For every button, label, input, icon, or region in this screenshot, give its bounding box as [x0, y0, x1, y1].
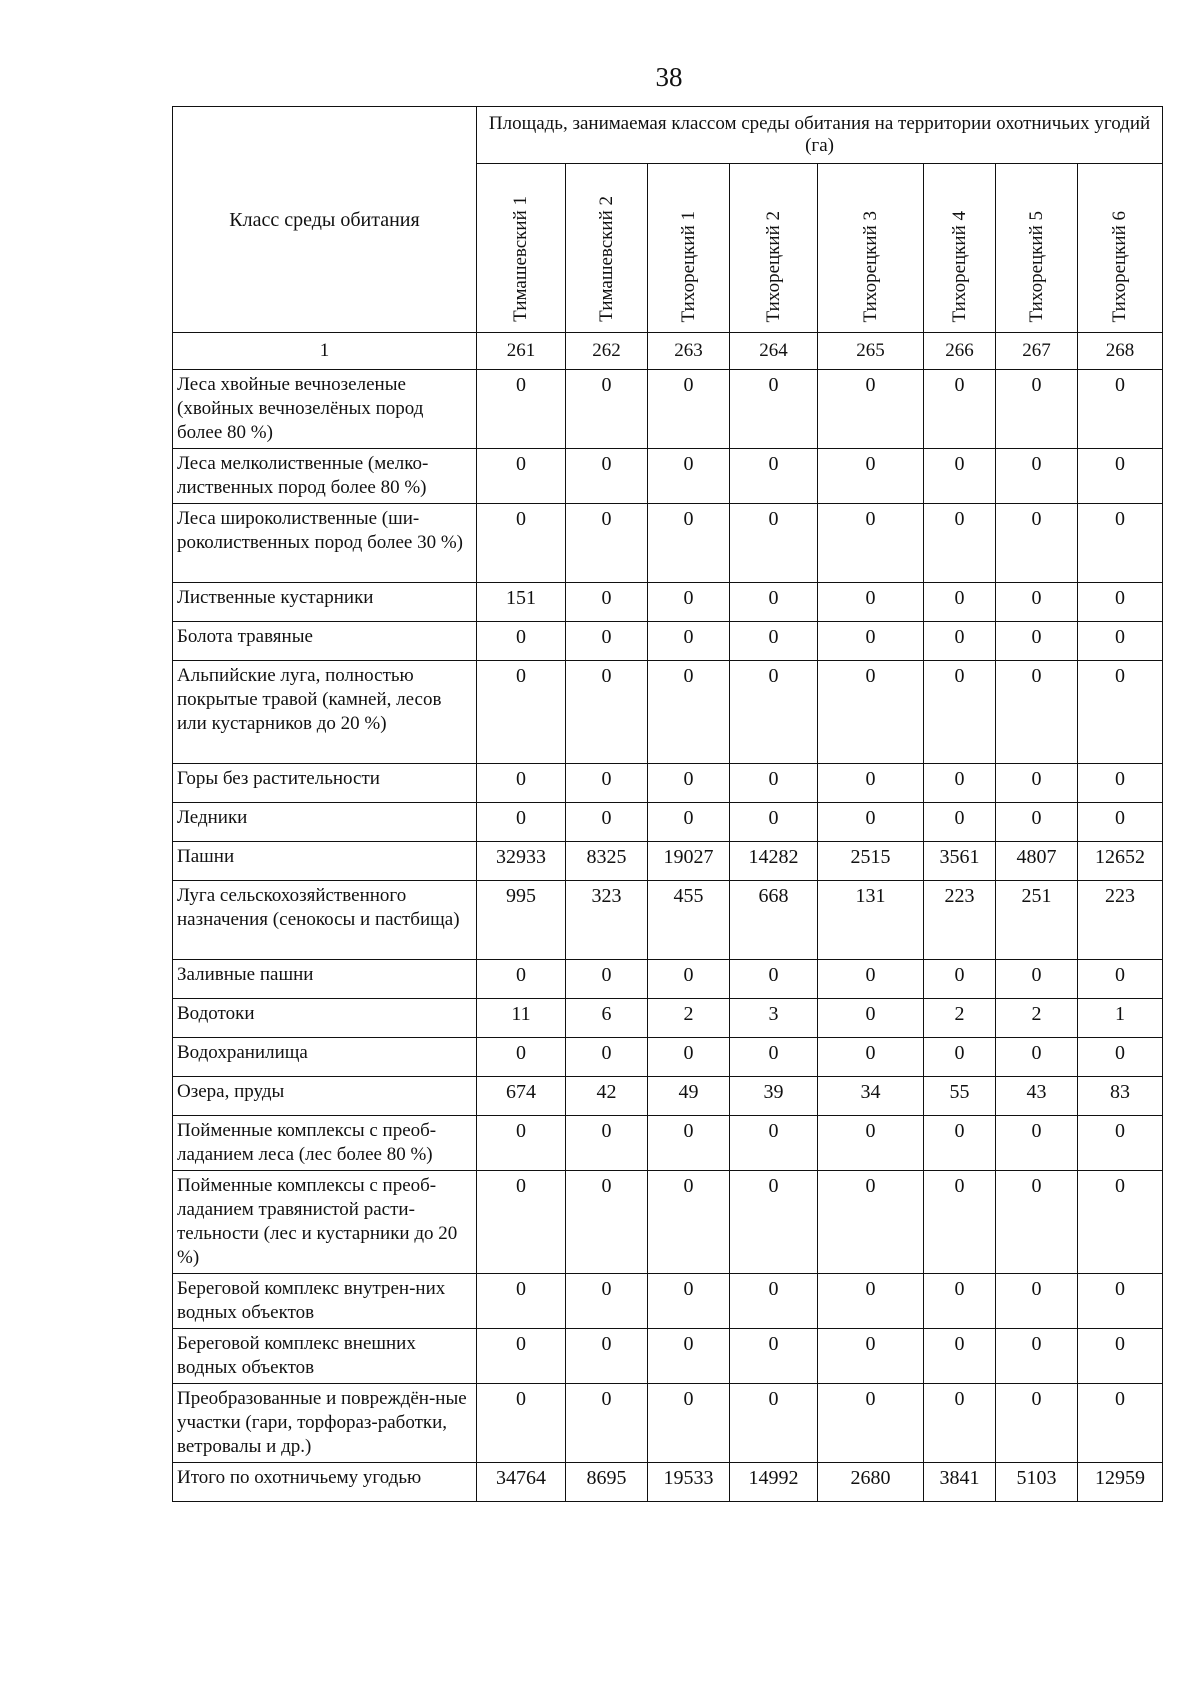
column-number: 262 — [566, 333, 648, 370]
area-value: 668 — [730, 881, 818, 960]
area-value: 0 — [566, 1171, 648, 1274]
area-value: 0 — [996, 1274, 1078, 1329]
area-value: 0 — [1078, 1384, 1163, 1463]
area-value: 0 — [924, 449, 996, 504]
area-value: 0 — [566, 960, 648, 999]
area-value: 0 — [477, 622, 566, 661]
area-value: 223 — [1078, 881, 1163, 960]
column-number: 264 — [730, 333, 818, 370]
header-habitat-class: Класс среды обитания — [173, 107, 477, 333]
column-number: 1 — [173, 333, 477, 370]
area-value: 0 — [477, 803, 566, 842]
area-value: 0 — [566, 370, 648, 449]
area-value: 1 — [1078, 999, 1163, 1038]
column-number: 263 — [648, 333, 730, 370]
area-value: 0 — [566, 764, 648, 803]
habitat-class-name: Береговой комплекс внутрен-них водных объектов — [173, 1274, 477, 1329]
table-row — [173, 622, 1163, 661]
area-value: 0 — [818, 1274, 924, 1329]
area-value: 0 — [996, 1038, 1078, 1077]
area-value: 0 — [648, 583, 730, 622]
table-row — [173, 881, 1163, 960]
habitat-class-name: Береговой комплекс внешних водных объектов — [173, 1329, 477, 1384]
area-value: 0 — [996, 960, 1078, 999]
area-value: 0 — [924, 504, 996, 583]
area-value: 19533 — [648, 1463, 730, 1502]
area-value: 0 — [1078, 583, 1163, 622]
area-value: 4807 — [996, 842, 1078, 881]
area-value: 5103 — [996, 1463, 1078, 1502]
area-value: 151 — [477, 583, 566, 622]
area-value: 0 — [924, 370, 996, 449]
table-row — [173, 803, 1163, 842]
habitat-class-name: Леса мелколиственные (мелко-лиственных пород более 80 %) — [173, 449, 477, 504]
habitat-class-name: Лиственные кустарники — [173, 583, 477, 622]
table-row — [173, 1077, 1163, 1116]
area-value: 0 — [648, 1116, 730, 1171]
area-value: 0 — [477, 1329, 566, 1384]
column-header: Тихорецкий 4 — [924, 164, 996, 333]
area-value: 32933 — [477, 842, 566, 881]
table-row — [173, 842, 1163, 881]
column-number: 266 — [924, 333, 996, 370]
habitat-class-name: Пашни — [173, 842, 477, 881]
area-value: 0 — [648, 370, 730, 449]
header-area: Площадь, занимаемая классом среды обитания на территории охотничьих угодий (га) — [477, 107, 1163, 164]
area-value: 0 — [648, 504, 730, 583]
area-value: 0 — [730, 803, 818, 842]
habitat-class-name: Леса широколиственные (ши-роколиственных пород более 30 %) — [173, 504, 477, 583]
area-value: 0 — [477, 960, 566, 999]
area-value: 6 — [566, 999, 648, 1038]
table-row — [173, 661, 1163, 764]
area-value: 0 — [924, 1329, 996, 1384]
area-value: 2 — [996, 999, 1078, 1038]
area-value: 0 — [566, 1274, 648, 1329]
column-header: Тихорецкий 3 — [818, 164, 924, 333]
column-header: Тихорецкий 5 — [996, 164, 1078, 333]
area-value: 0 — [566, 1038, 648, 1077]
column-number: 267 — [996, 333, 1078, 370]
area-value: 0 — [730, 504, 818, 583]
column-number: 261 — [477, 333, 566, 370]
area-value: 131 — [818, 881, 924, 960]
area-value: 0 — [477, 370, 566, 449]
area-value: 0 — [477, 764, 566, 803]
area-value: 0 — [477, 661, 566, 764]
area-value: 0 — [566, 1116, 648, 1171]
habitat-class-name: Пойменные комплексы с преоб-ладанием травянистой расти-тельности (лес и кустарники до 20 %) — [173, 1171, 477, 1274]
area-value: 11 — [477, 999, 566, 1038]
area-value: 0 — [477, 1038, 566, 1077]
area-value: 0 — [730, 1384, 818, 1463]
area-value: 0 — [1078, 1329, 1163, 1384]
area-value: 19027 — [648, 842, 730, 881]
area-value: 323 — [566, 881, 648, 960]
area-value: 0 — [730, 1038, 818, 1077]
area-value: 0 — [648, 1329, 730, 1384]
area-value: 43 — [996, 1077, 1078, 1116]
column-header: Тимашевский 1 — [477, 164, 566, 333]
area-value: 0 — [924, 1384, 996, 1463]
area-value: 0 — [1078, 960, 1163, 999]
table-body — [173, 370, 1163, 1502]
total-row — [173, 1463, 1163, 1502]
area-value: 0 — [1078, 1274, 1163, 1329]
habitat-class-name: Пойменные комплексы с преоб-ладанием леса (лес более 80 %) — [173, 1116, 477, 1171]
column-number: 265 — [818, 333, 924, 370]
habitat-class-name: Заливные пашни — [173, 960, 477, 999]
table-row — [173, 960, 1163, 999]
area-value: 0 — [1078, 449, 1163, 504]
area-value: 0 — [924, 661, 996, 764]
area-value: 251 — [996, 881, 1078, 960]
area-value: 12959 — [1078, 1463, 1163, 1502]
area-value: 0 — [924, 622, 996, 661]
area-value: 0 — [1078, 661, 1163, 764]
area-value: 0 — [477, 1116, 566, 1171]
area-value: 0 — [818, 1171, 924, 1274]
area-value: 0 — [924, 1171, 996, 1274]
table-row — [173, 370, 1163, 449]
column-header: Тимашевский 2 — [566, 164, 648, 333]
area-value: 3561 — [924, 842, 996, 881]
area-value: 0 — [648, 764, 730, 803]
habitat-class-name: Ледники — [173, 803, 477, 842]
habitat-class-name: Озера, пруды — [173, 1077, 477, 1116]
page-number: 38 — [655, 62, 683, 92]
area-value: 0 — [818, 1384, 924, 1463]
area-value: 0 — [818, 1038, 924, 1077]
area-value: 0 — [566, 583, 648, 622]
area-value: 0 — [648, 1274, 730, 1329]
area-value: 0 — [818, 1329, 924, 1384]
area-value: 0 — [924, 764, 996, 803]
area-value: 0 — [996, 504, 1078, 583]
area-value: 0 — [818, 449, 924, 504]
area-value: 0 — [996, 1116, 1078, 1171]
area-value: 0 — [566, 504, 648, 583]
area-value: 3841 — [924, 1463, 996, 1502]
area-value: 0 — [477, 1171, 566, 1274]
area-value: 0 — [730, 1274, 818, 1329]
area-value: 0 — [996, 370, 1078, 449]
habitat-class-name: Водохранилища — [173, 1038, 477, 1077]
area-value: 0 — [924, 960, 996, 999]
area-value: 0 — [924, 1038, 996, 1077]
area-value: 0 — [1078, 764, 1163, 803]
table-row — [173, 1274, 1163, 1329]
area-value: 0 — [648, 1038, 730, 1077]
column-header: Тихорецкий 6 — [1078, 164, 1163, 333]
column-number-row — [173, 333, 1163, 370]
area-value: 0 — [648, 960, 730, 999]
table-row — [173, 504, 1163, 583]
column-header: Тихорецкий 1 — [648, 164, 730, 333]
area-value: 2515 — [818, 842, 924, 881]
habitat-class-name: Леса хвойные вечнозеленые (хвойных вечнозелёных пород более 80 %) — [173, 370, 477, 449]
area-value: 0 — [566, 1329, 648, 1384]
area-value: 223 — [924, 881, 996, 960]
area-value: 0 — [648, 1384, 730, 1463]
area-value: 0 — [730, 1329, 818, 1384]
area-value: 0 — [566, 661, 648, 764]
area-value: 0 — [1078, 370, 1163, 449]
table-row — [173, 583, 1163, 622]
area-value: 0 — [730, 661, 818, 764]
area-value: 0 — [566, 803, 648, 842]
area-value: 8695 — [566, 1463, 648, 1502]
area-value: 0 — [477, 1274, 566, 1329]
area-value: 0 — [477, 1384, 566, 1463]
area-value: 0 — [648, 449, 730, 504]
area-value: 0 — [730, 583, 818, 622]
habitat-class-name: Альпийские луга, полностью покрытые травой (камней, лесов или кустарников до 20 %) — [173, 661, 477, 764]
area-value: 2680 — [818, 1463, 924, 1502]
table-row — [173, 1116, 1163, 1171]
table-row — [173, 1329, 1163, 1384]
area-value: 455 — [648, 881, 730, 960]
area-value: 0 — [730, 370, 818, 449]
area-value: 83 — [1078, 1077, 1163, 1116]
area-value: 8325 — [566, 842, 648, 881]
area-value: 0 — [818, 999, 924, 1038]
area-value: 0 — [730, 1116, 818, 1171]
column-header: Тихорецкий 2 — [730, 164, 818, 333]
area-value: 0 — [818, 504, 924, 583]
area-value: 0 — [730, 764, 818, 803]
area-value: 3 — [730, 999, 818, 1038]
area-value: 14992 — [730, 1463, 818, 1502]
area-value: 0 — [1078, 504, 1163, 583]
area-value: 0 — [924, 1274, 996, 1329]
area-value: 0 — [730, 449, 818, 504]
area-value: 0 — [566, 1384, 648, 1463]
area-value: 0 — [818, 764, 924, 803]
area-value: 0 — [996, 622, 1078, 661]
area-value: 0 — [730, 1171, 818, 1274]
area-value: 0 — [818, 661, 924, 764]
habitat-class-name: Преобразованные и повреждён-ные участки (гари, торфораз-работки, ветровалы и др.) — [173, 1384, 477, 1463]
habitat-class-name: Болота травяные — [173, 622, 477, 661]
area-value: 0 — [477, 504, 566, 583]
area-value: 0 — [818, 622, 924, 661]
area-value: 55 — [924, 1077, 996, 1116]
area-value: 0 — [648, 661, 730, 764]
area-value: 0 — [1078, 1116, 1163, 1171]
area-value: 0 — [996, 1171, 1078, 1274]
table-row — [173, 1384, 1163, 1463]
area-value: 2 — [648, 999, 730, 1038]
area-value: 39 — [730, 1077, 818, 1116]
table-row — [173, 1171, 1163, 1274]
table-row — [173, 449, 1163, 504]
habitat-class-name: Итого по охотничьему угодью — [173, 1463, 477, 1502]
area-value: 0 — [566, 449, 648, 504]
table-row — [173, 764, 1163, 803]
area-value: 0 — [996, 661, 1078, 764]
area-value: 0 — [1078, 803, 1163, 842]
area-value: 0 — [996, 583, 1078, 622]
habitat-class-name: Луга сельскохозяйственного назначения (сенокосы и пастбища) — [173, 881, 477, 960]
area-value: 0 — [477, 449, 566, 504]
habitat-class-name: Водотоки — [173, 999, 477, 1038]
area-value: 0 — [996, 449, 1078, 504]
area-value: 0 — [730, 960, 818, 999]
area-value: 0 — [996, 803, 1078, 842]
area-value: 34 — [818, 1077, 924, 1116]
area-value: 49 — [648, 1077, 730, 1116]
area-value: 0 — [996, 764, 1078, 803]
area-value: 42 — [566, 1077, 648, 1116]
area-value: 0 — [648, 1171, 730, 1274]
area-value: 0 — [818, 1116, 924, 1171]
area-value: 0 — [996, 1384, 1078, 1463]
area-value: 2 — [924, 999, 996, 1038]
table-row — [173, 999, 1163, 1038]
area-value: 0 — [1078, 1171, 1163, 1274]
area-value: 0 — [924, 803, 996, 842]
area-value: 0 — [818, 583, 924, 622]
column-number: 268 — [1078, 333, 1163, 370]
habitat-area-table — [172, 106, 1163, 1502]
area-value: 0 — [924, 583, 996, 622]
area-value: 674 — [477, 1077, 566, 1116]
area-value: 0 — [818, 960, 924, 999]
area-value: 34764 — [477, 1463, 566, 1502]
area-value: 0 — [818, 370, 924, 449]
area-value: 995 — [477, 881, 566, 960]
table-row — [173, 1038, 1163, 1077]
area-value: 0 — [818, 803, 924, 842]
area-value: 0 — [648, 622, 730, 661]
area-value: 0 — [1078, 1038, 1163, 1077]
area-value: 14282 — [730, 842, 818, 881]
area-value: 0 — [730, 622, 818, 661]
area-value: 0 — [996, 1329, 1078, 1384]
area-value: 0 — [1078, 622, 1163, 661]
area-value: 0 — [924, 1116, 996, 1171]
habitat-class-name: Горы без растительности — [173, 764, 477, 803]
area-value: 0 — [566, 622, 648, 661]
area-value: 0 — [648, 803, 730, 842]
area-value: 12652 — [1078, 842, 1163, 881]
